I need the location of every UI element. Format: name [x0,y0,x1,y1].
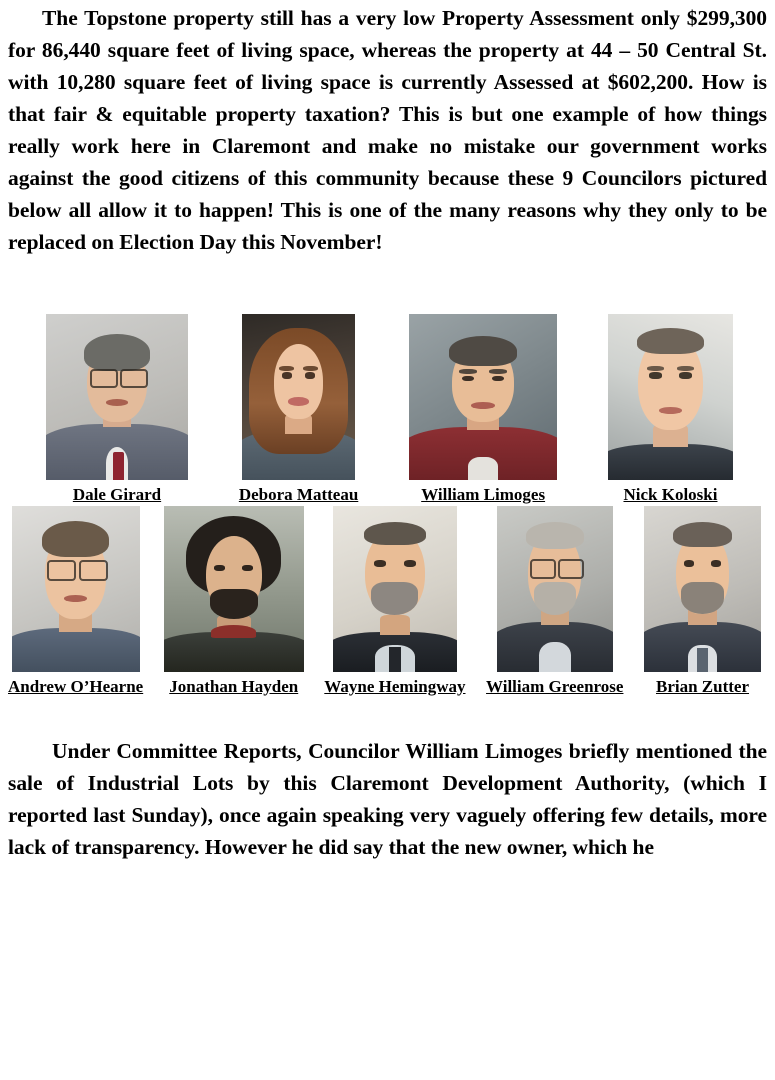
councilor-jonathan-hayden [164,506,304,697]
councilor-photo [608,314,733,480]
paragraph-top: The Topstone property still has a very low Property Assessment only $299,300 for 86,440 square feet of living space, whereas the property at 44 – 50 Central St. with 10,280 square feet of living space is currently Assessed at $602,200. How is that fair & equitable property taxation? This is but one example of how things really work here in Claremont and make no mistake our government works against the good citizens of this community because these 9 Councilors pictured below all allow it to happen! This is one of the many reasons why they only to be replaced on Election Day this November! [8,6,767,255]
paragraph-bottom: Under Committee Reports, Councilor William Limoges briefly mentioned the sale of Industrial Lots by this Claremont Development Authority, (which I reported last Sunday), once again speaking very vaguely offering few details, more lack of transparency. However he did say that the new owner, which he [8,739,767,860]
councilor-photo [497,506,613,672]
councilor-photo-block [8,314,767,697]
councilor-wayne-hemingway [324,506,465,697]
councilor-name: William Limoges [421,485,546,505]
councilor-photo [242,314,355,480]
councilor-name: Debora Matteau [238,485,359,505]
councilor-andrew-ohearne [8,506,143,697]
councilor-brian-zutter [644,506,761,697]
councilor-row-2 [8,506,767,697]
councilor-name: Dale Girard [72,485,162,505]
councilor-name: Nick Koloski [623,485,718,505]
councilor-name: Andrew O’Hearne [8,676,144,696]
councilor-name: Brian Zutter [655,676,750,696]
councilor-dale-girard [46,314,188,505]
councilor-photo [12,506,140,672]
councilor-photo [164,506,304,672]
councilor-william-limoges [409,314,557,505]
councilor-name: William Greenrose [486,676,624,696]
councilor-photo [409,314,557,480]
councilor-photo [644,506,761,672]
councilor-name: Jonathan Hayden [169,676,299,696]
councilor-photo [46,314,188,480]
councilor-debora-matteau [239,314,358,505]
councilor-row-1 [8,314,767,505]
councilor-photo [333,506,457,672]
councilor-name: Wayne Hemingway [324,676,466,696]
councilor-william-greenrose [486,506,623,697]
councilor-nick-koloski [608,314,733,505]
